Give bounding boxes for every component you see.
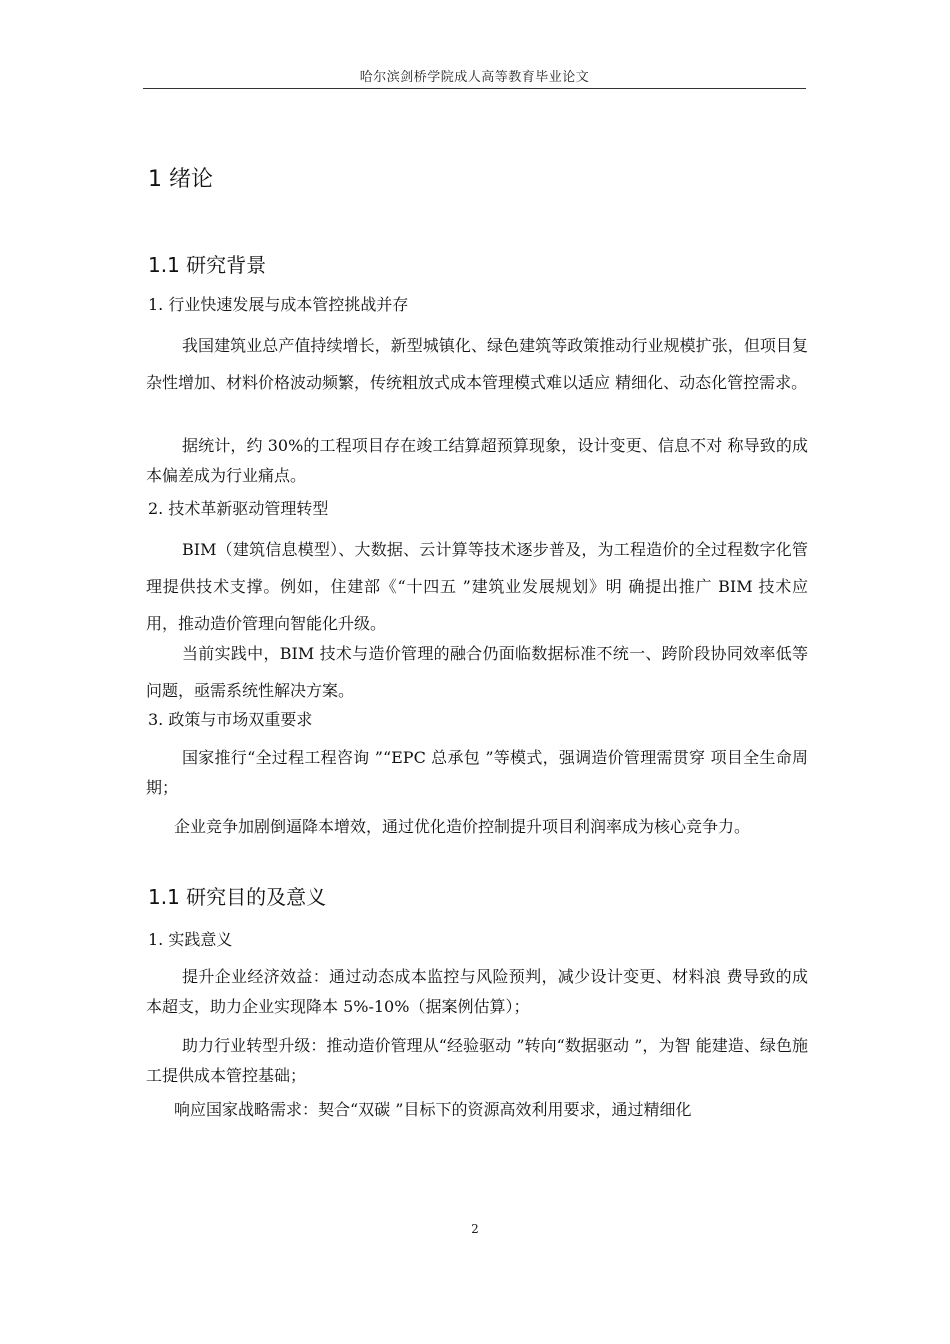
paragraph: 助力行业转型升级：推动造价管理从“经验驱动 ”转向“数据驱动 ”，为智 能建造、绿色施工提供成本管控基础； bbox=[146, 1036, 808, 1085]
paragraph: 国家推行“全过程工程咨询 ”“EPC 总承包 ”等模式，强调造价管理需贯穿 项目全生命周期； bbox=[146, 748, 808, 797]
paragraph: 当前实践中，BIM 技术与造价管理的融合仍面临数据标准不统一、跨阶段协同效率低等问题，亟需系统性解决方案。 bbox=[146, 644, 808, 700]
paragraph: 据统计，约 30%的工程项目存在竣工结算超预算现象，设计变更、信息不对 称导致的成本偏差成为行业痛点。 bbox=[146, 436, 808, 485]
paragraph: 企业竞争加剧倒逼降本增效，通过优化造价控制提升项目利润率成为核心竞争力。 bbox=[174, 817, 751, 836]
section-title-purpose: 1.1 研究目的及意义 bbox=[148, 885, 327, 909]
running-header: 哈尔滨剑桥学院成人高等教育毕业论文 bbox=[359, 70, 590, 85]
subsection-title-technology: 2. 技术革新驱动管理转型 bbox=[148, 499, 329, 518]
paragraph: BIM（建筑信息模型）、大数据、云计算等技术逐步普及，为工程造价的全过程数字化管理提供技术支撑。例如，住建部《“十四五 ”建筑业发展规划》明 确提出推广 BIM 技术应用，推动造价管理向智能化升级。 bbox=[146, 540, 808, 633]
section-title-background: 1.1 研究背景 bbox=[148, 253, 267, 277]
subsection-title-practice: 1. 实践意义 bbox=[148, 930, 233, 949]
paragraph: 提升企业经济效益：通过动态成本监控与风险预判，减少设计变更、材料浪 费导致的成本超支，助力企业实现降本 5%-10%（据案例估算）； bbox=[146, 967, 808, 1016]
paragraph: 响应国家战略需求：契合“双碳 ”目标下的资源高效利用要求，通过精细化 bbox=[174, 1100, 692, 1119]
paragraph: 我国建筑业总产值持续增长，新型城镇化、绿色建筑等政策推动行业规模扩张，但项目复杂性增加、材料价格波动频繁，传统粗放式成本管理模式难以适应 精细化、动态化管控需求。 bbox=[146, 336, 808, 392]
subsection-title-policy: 3. 政策与市场双重要求 bbox=[148, 710, 313, 729]
chapter-title: 1 绪论 bbox=[148, 167, 213, 192]
header-rule bbox=[143, 88, 806, 89]
page-number: 2 bbox=[471, 1222, 479, 1236]
subsection-title-industry: 1. 行业快速发展与成本管控挑战并存 bbox=[148, 295, 409, 314]
